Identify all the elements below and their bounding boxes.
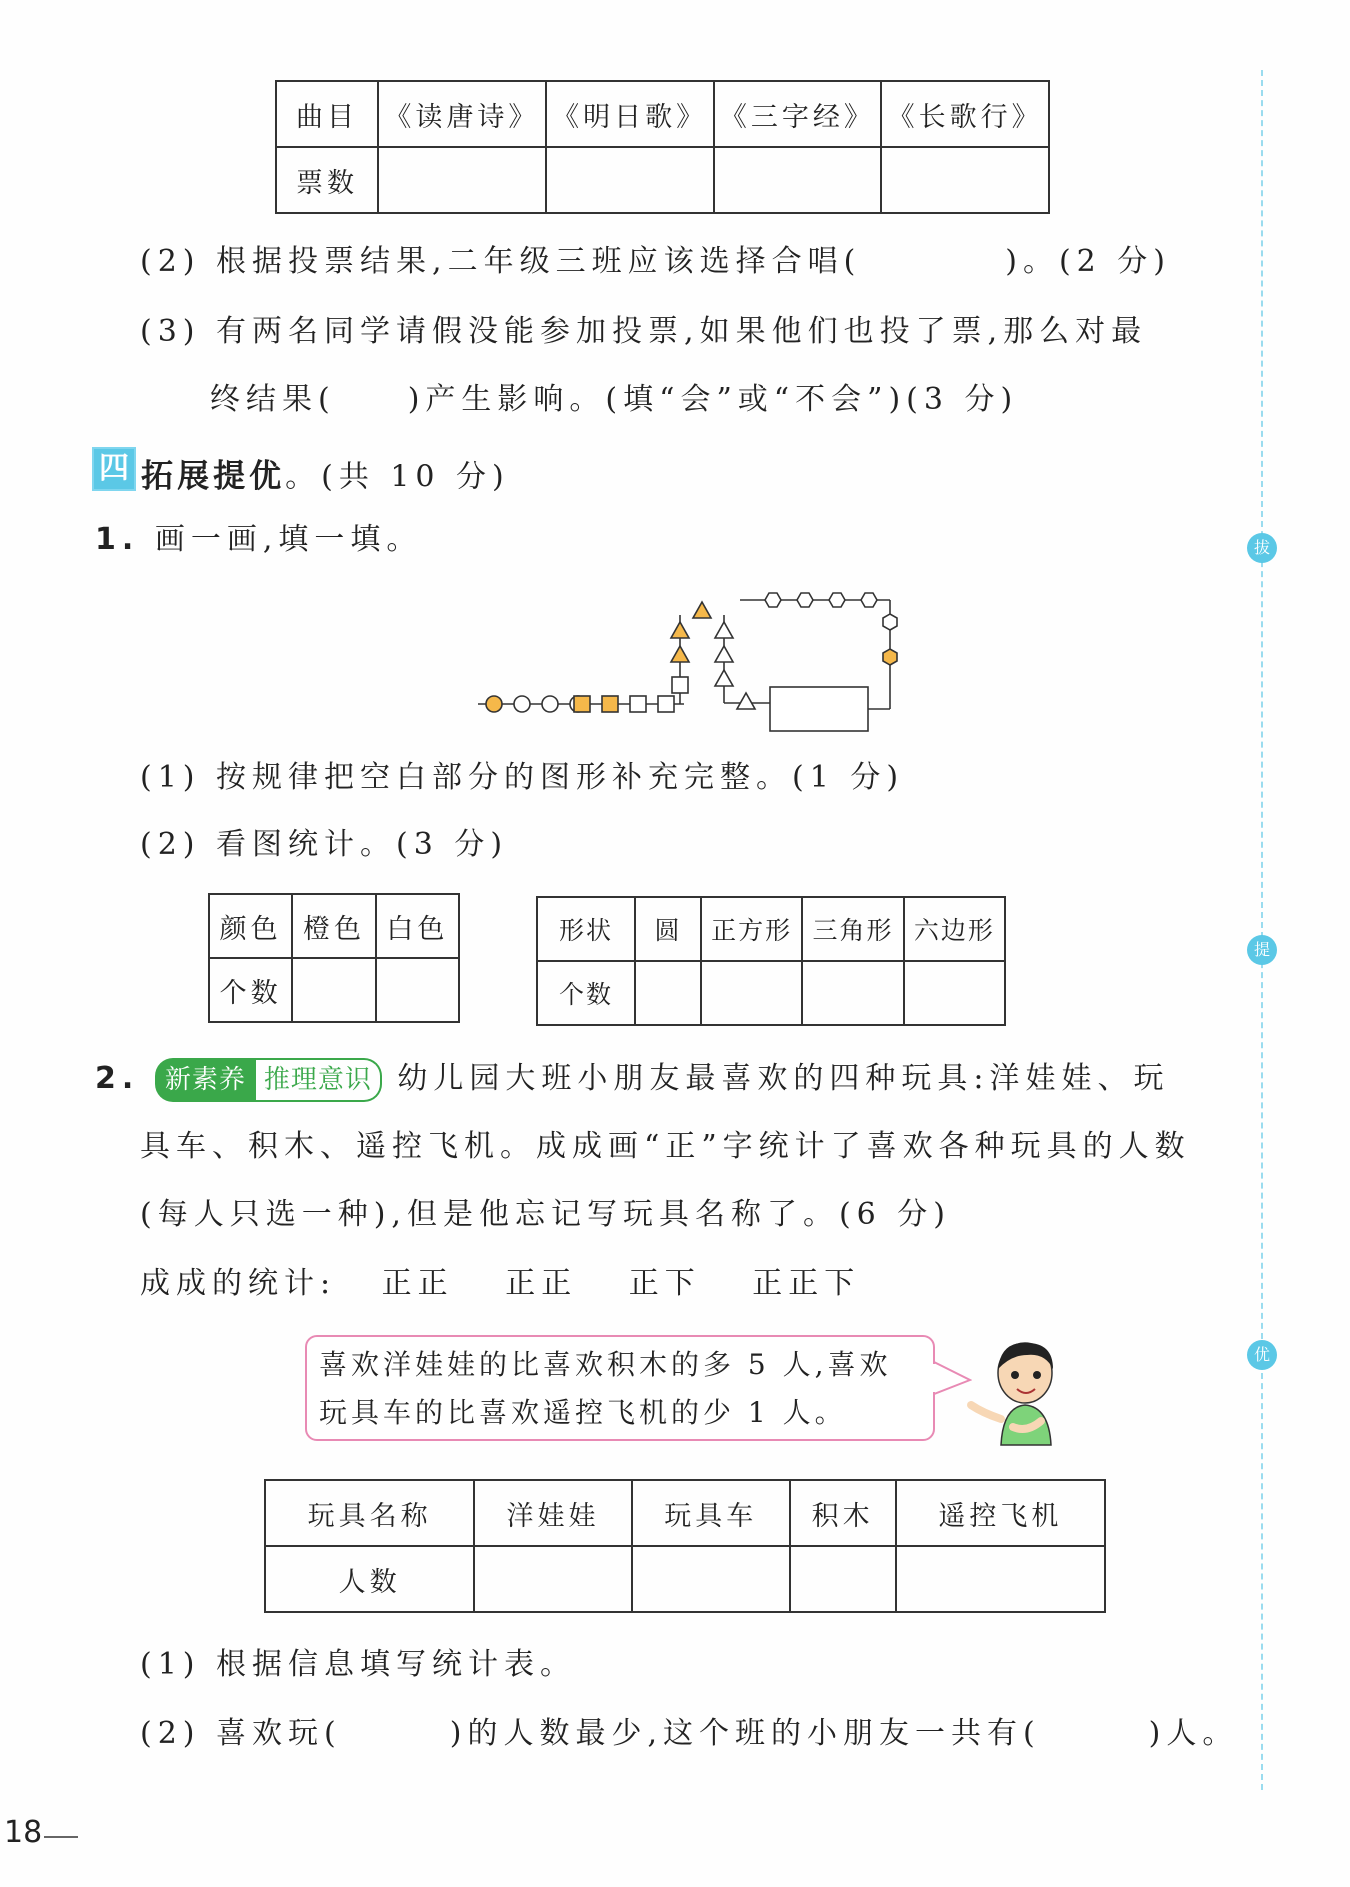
vote-table-song: 《明日歌》	[546, 81, 714, 147]
tally-mark: 正正	[381, 1266, 454, 1301]
shape-table-cell[interactable]	[635, 961, 701, 1025]
page-number-rule	[44, 1836, 78, 1838]
vote-table-header-label: 曲目	[276, 81, 378, 147]
toy-table-row-label: 人数	[265, 1546, 474, 1612]
shape-table-row-label: 个数	[537, 961, 635, 1025]
margin-dashed-rule	[1261, 70, 1263, 1790]
question-1-2: (2) 看图统计。(3 分)	[140, 827, 509, 862]
toy-table-header: 玩具车	[632, 1480, 790, 1546]
section-score: 。(共 10 分)	[285, 459, 510, 495]
color-table-header: 橙色	[292, 894, 375, 958]
vote-table-row-label: 票数	[276, 147, 378, 213]
orange-triangle	[671, 646, 689, 662]
shape-table-cell[interactable]	[802, 961, 903, 1025]
orange-square	[602, 696, 618, 712]
color-table-cell[interactable]	[376, 958, 459, 1022]
section-title: 拓展提优	[141, 456, 286, 495]
white-hexagon	[797, 593, 813, 607]
tally-label: 成成的统计:	[140, 1266, 337, 1301]
question-1	[95, 520, 422, 560]
white-square	[658, 696, 674, 712]
tally-mark: 正下	[628, 1266, 701, 1301]
question-number: 1.	[95, 522, 140, 557]
question-text: 画一画,填一填。	[154, 522, 423, 557]
question-2-line1	[95, 1058, 1170, 1102]
white-hexagon	[861, 593, 877, 607]
side-tab: 优	[1247, 1340, 1277, 1370]
color-table-header: 白色	[376, 894, 459, 958]
question-2-text: 幼儿园大班小朋友最喜欢的四种玩具:洋娃娃、玩	[397, 1061, 1170, 1096]
shape-table-header: 六边形	[904, 897, 1005, 961]
white-triangle	[715, 670, 733, 686]
shape-table-cell[interactable]	[904, 961, 1005, 1025]
vote-table-cell[interactable]	[378, 147, 546, 213]
color-table-row-label: 个数	[209, 958, 292, 1022]
toy-table-header: 洋娃娃	[474, 1480, 632, 1546]
orange-square	[574, 696, 590, 712]
white-square	[630, 696, 646, 712]
white-circle	[514, 696, 530, 712]
orange-triangle	[671, 622, 689, 638]
question-2-line3: (每人只选一种),但是他忘记写玩具名称了。(6 分)	[140, 1197, 951, 1232]
tally-mark: 正正下	[752, 1266, 861, 1301]
question-3-3-line2: 终结果( )产生影响。(填“会”或“不会”)(3 分)	[210, 382, 1019, 417]
shape-table-header: 三角形	[802, 897, 903, 961]
color-table-header-label: 颜色	[209, 894, 292, 958]
toy-table-cell[interactable]	[896, 1546, 1105, 1612]
toy-table-cell[interactable]	[790, 1546, 896, 1612]
orange-hexagon	[883, 649, 897, 665]
color-table-cell[interactable]	[292, 958, 375, 1022]
toy-table-cell[interactable]	[474, 1546, 632, 1612]
toy-table-header: 积木	[790, 1480, 896, 1546]
question-2-line2: 具车、积木、遥控飞机。成成画“正”字统计了喜欢各种玩具的人数	[140, 1129, 1191, 1164]
orange-circle	[486, 696, 502, 712]
tally-mark: 正正	[505, 1266, 578, 1301]
vote-table-cell[interactable]	[546, 147, 714, 213]
white-triangle	[737, 693, 755, 709]
white-triangle	[715, 646, 733, 662]
question-2-1: (1) 根据信息填写统计表。	[140, 1647, 577, 1682]
section-4-heading	[92, 447, 510, 497]
vote-table-song: 《读唐诗》	[378, 81, 546, 147]
vote-table	[275, 80, 1050, 214]
speech-bubble	[305, 1335, 935, 1441]
toy-table-header-label: 玩具名称	[265, 1480, 474, 1546]
question-number: 2.	[95, 1061, 140, 1096]
white-hexagon	[829, 593, 845, 607]
new-literacy-badge: 新素养	[155, 1058, 256, 1102]
toy-table-cell[interactable]	[632, 1546, 790, 1612]
speech-line: 玩具车的比喜欢遥控飞机的少 1 人。	[319, 1396, 847, 1429]
page-number: 18	[4, 1815, 43, 1850]
shape-table-header: 正方形	[701, 897, 802, 961]
shape-table-header: 圆	[635, 897, 701, 961]
white-square	[672, 677, 688, 693]
vote-table-song: 《长歌行》	[881, 81, 1049, 147]
white-hexagon	[883, 614, 897, 630]
boy-illustration-icon	[965, 1335, 1070, 1450]
shape-pattern-figure	[470, 585, 910, 735]
speech-line: 喜欢洋娃娃的比喜欢积木的多 5 人,喜欢	[319, 1348, 892, 1381]
question-1-1: (1) 按规律把空白部分的图形补充完整。(1 分)	[140, 760, 905, 795]
question-3-3-line1: (3) 有两名同学请假没能参加投票,如果他们也投了票,那么对最	[140, 314, 1148, 349]
vote-table-song: 《三字经》	[714, 81, 882, 147]
vote-table-cell[interactable]	[714, 147, 882, 213]
toy-table-header: 遥控飞机	[896, 1480, 1105, 1546]
vote-table-cell[interactable]	[881, 147, 1049, 213]
side-tab: 拔	[1247, 533, 1277, 563]
shape-table-cell[interactable]	[701, 961, 802, 1025]
white-triangle	[715, 622, 733, 638]
tally-row	[140, 1264, 860, 1304]
white-hexagon	[765, 593, 781, 607]
toy-stats-table	[264, 1479, 1106, 1613]
side-tab: 提	[1247, 935, 1277, 965]
blank-area	[770, 687, 868, 731]
question-2-2: (2) 喜欢玩( )的人数最少,这个班的小朋友一共有( )人。	[140, 1716, 1239, 1751]
shape-table-header-label: 形状	[537, 897, 635, 961]
orange-triangle	[693, 602, 711, 618]
question-3-2: (2) 根据投票结果,二年级三班应该选择合唱( )。(2 分)	[140, 244, 1172, 279]
reasoning-badge: 推理意识	[256, 1058, 382, 1102]
white-circle	[542, 696, 558, 712]
section-number-badge: 四	[92, 447, 136, 491]
shape-count-table	[536, 896, 1006, 1026]
color-count-table	[208, 893, 460, 1023]
